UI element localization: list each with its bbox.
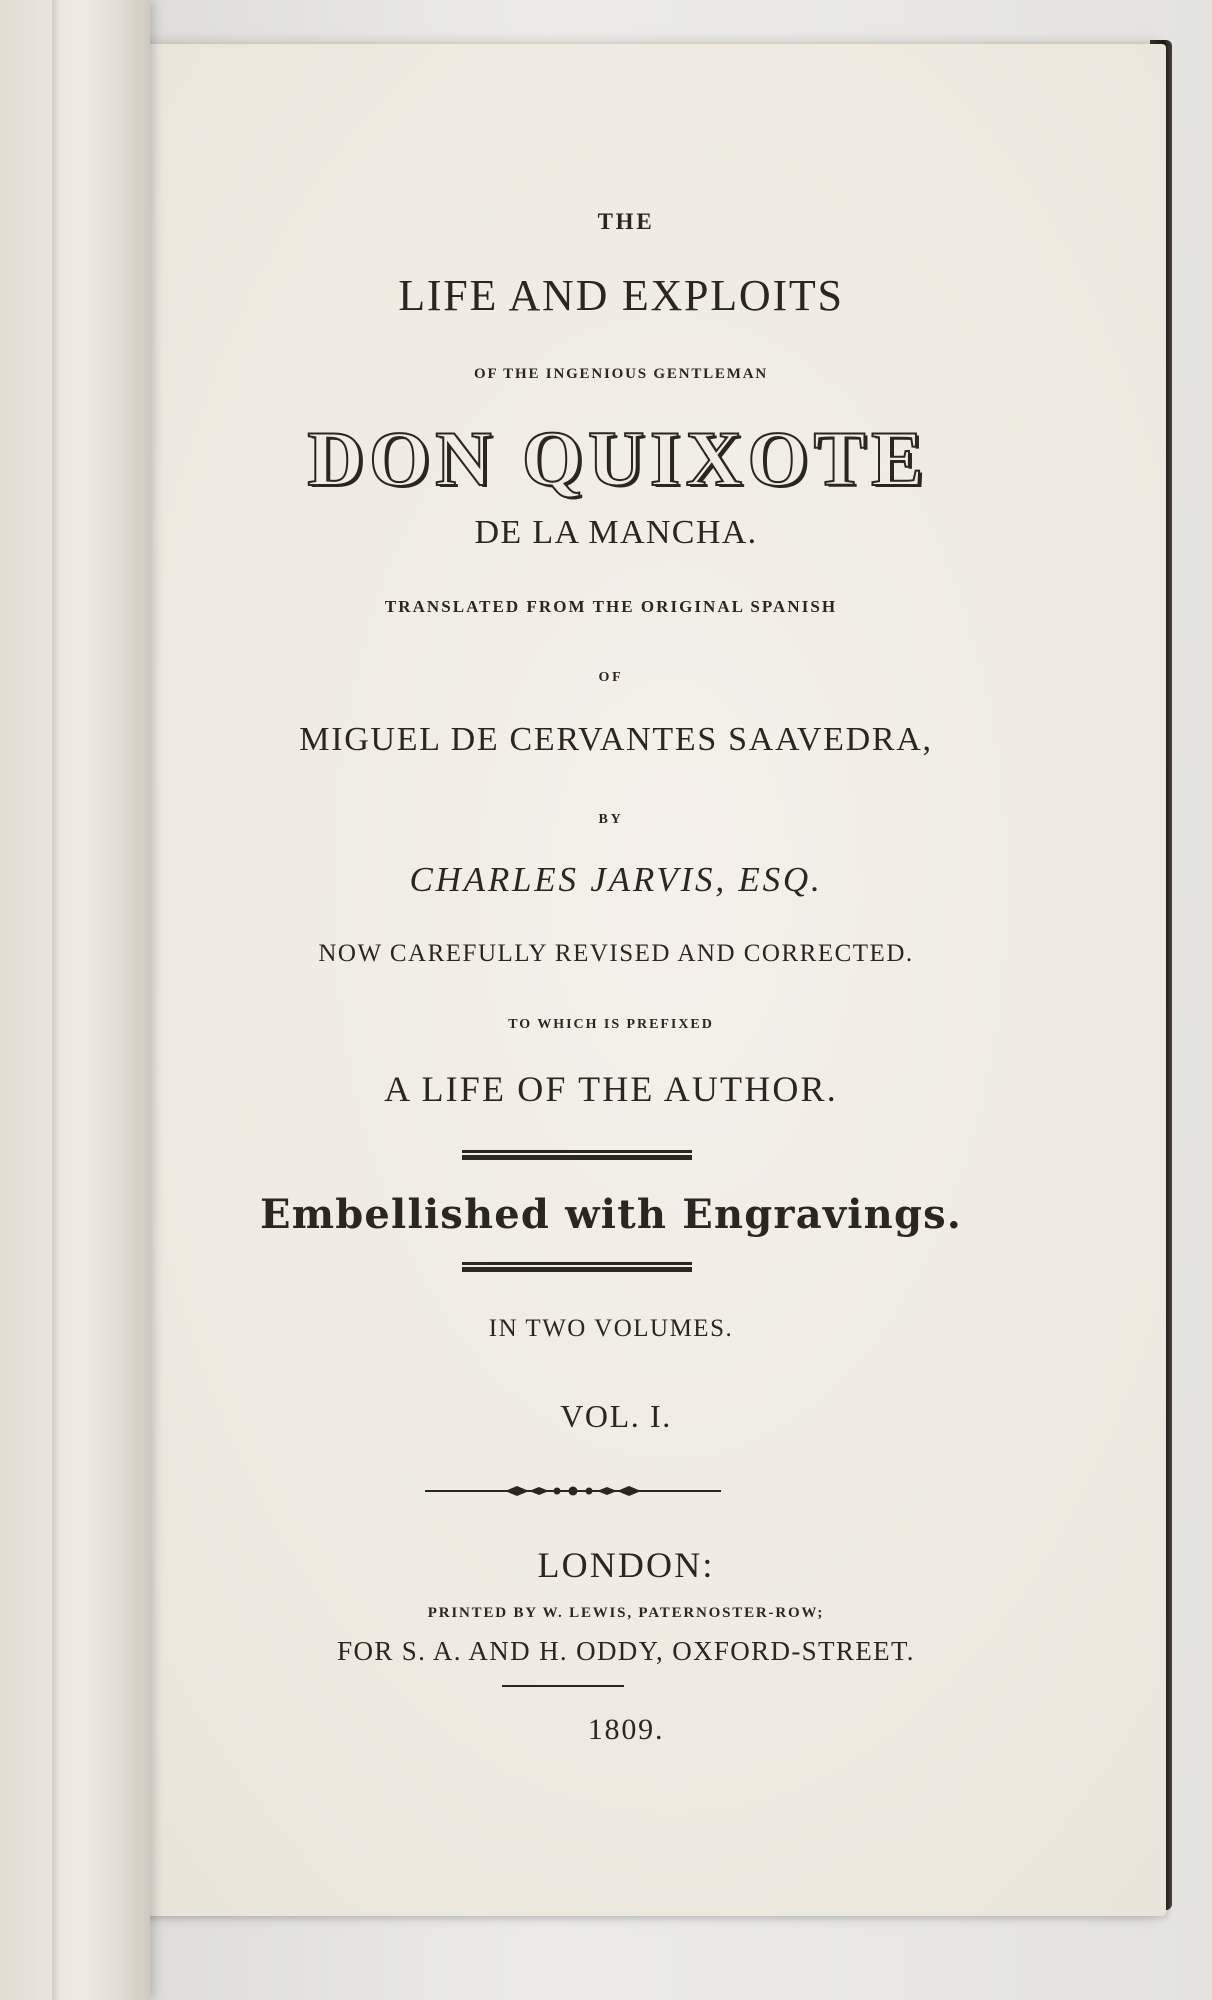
volumes-note: IN TWO VOLUMES. [488,1315,734,1342]
translator-name: CHARLES JARVIS, ESQ. [409,860,823,899]
double-rule-bottom [462,1262,692,1272]
printer-line: PRINTED BY W. LEWIS, PATERNOSTER-ROW; [427,1605,825,1621]
prefixed-note: TO WHICH IS PREFIXED [508,1017,714,1032]
short-rule [502,1685,624,1687]
publisher-line: FOR S. A. AND H. ODDY, OXFORD-STREET. [337,1636,915,1666]
city: LONDON: [537,1545,715,1585]
hero-name: DON QUIXOTE [307,415,929,502]
translated-note: TRANSLATED FROM THE ORIGINAL SPANISH [384,597,838,616]
publication-year: 1809. [587,1713,665,1746]
subtitle-small: OF THE INGENIOUS GENTLEMAN [474,366,768,382]
life-of-author: A LIFE OF THE AUTHOR. [384,1069,838,1109]
the-heading: THE [597,209,655,234]
by-connector: BY [598,812,624,827]
author-name: MIGUEL DE CERVANTES SAAVEDRA, [299,721,933,758]
hero-place: DE LA MANCHA. [474,514,758,551]
volume-number: VOL. I. [560,1398,672,1434]
of-connector: OF [598,670,624,685]
book-title: LIFE AND EXPLOITS [398,271,844,320]
ornament-divider-icon [425,1484,721,1498]
embellished-note: Embellished with Engravings. [260,1191,962,1238]
double-rule-top [462,1150,692,1160]
revised-note: NOW CAREFULLY REVISED AND CORRECTED. [318,940,914,967]
